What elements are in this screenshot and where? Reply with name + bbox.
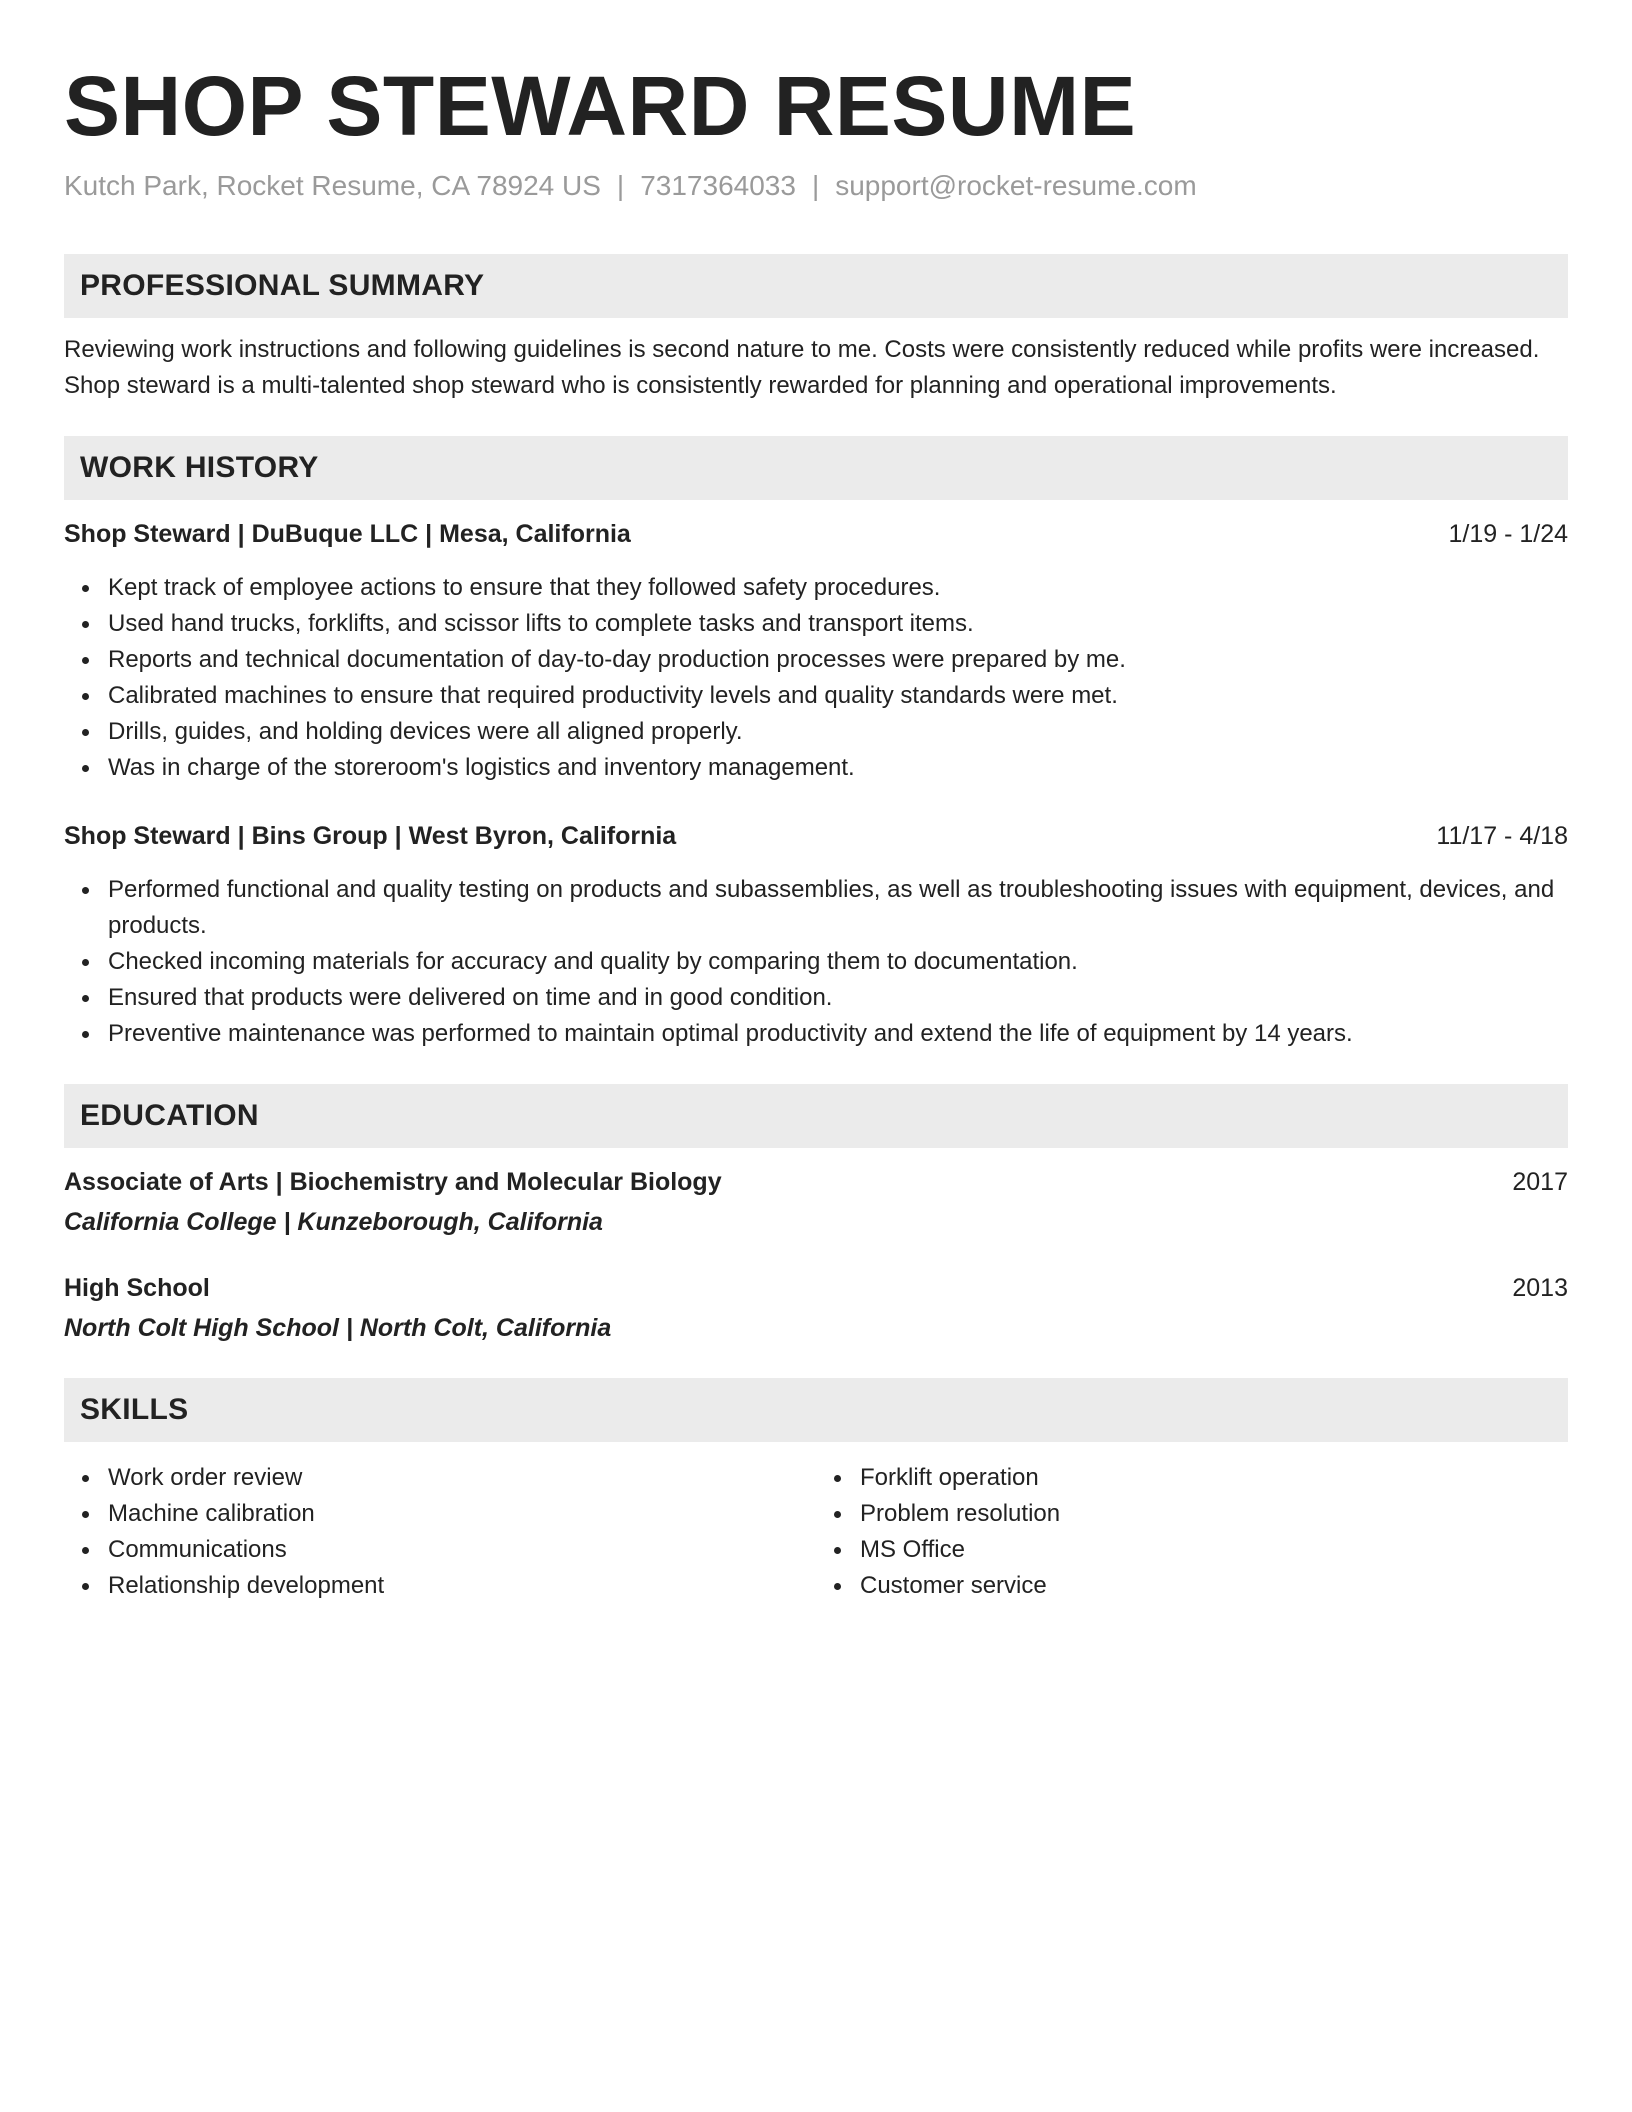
job-bullet: Preventive maintenance was performed to maintain optimal productivity and extend the life of equipment by 14 years.	[108, 1016, 1568, 1052]
section-header-education: EDUCATION	[64, 1084, 1568, 1148]
job-entry	[64, 516, 1568, 786]
section-header-work-history: WORK HISTORY	[64, 436, 1568, 500]
education-school: California College | Kunzeborough, California	[64, 1208, 603, 1236]
skill-item: Forklift operation	[860, 1460, 1568, 1496]
skill-item: Machine calibration	[108, 1496, 816, 1532]
education-header	[64, 1164, 1568, 1200]
skills-column-left	[64, 1460, 816, 1604]
job-title: Shop Steward | Bins Group | West Byron, California	[64, 822, 677, 850]
job-bullets	[64, 872, 1568, 1052]
education-entry	[64, 1164, 1568, 1240]
job-bullet: Drills, guides, and holding devices were all aligned properly.	[108, 714, 1568, 750]
job-header	[64, 516, 1568, 552]
skill-item: Customer service	[860, 1568, 1568, 1604]
education-entry	[64, 1270, 1568, 1346]
skill-item: MS Office	[860, 1532, 1568, 1568]
skill-item: Problem resolution	[860, 1496, 1568, 1532]
job-bullet: Used hand trucks, forklifts, and scissor lifts to complete tasks and transport items.	[108, 606, 1568, 642]
skills-column-right	[816, 1460, 1568, 1604]
job-bullet: Kept track of employee actions to ensure that they followed safety procedures.	[108, 570, 1568, 606]
job-bullet: Reports and technical documentation of day-to-day production processes were prepared by me.	[108, 642, 1568, 678]
job-header	[64, 818, 1568, 854]
skill-item: Relationship development	[108, 1568, 816, 1604]
section-header-summary: PROFESSIONAL SUMMARY	[64, 254, 1568, 318]
education-header	[64, 1270, 1568, 1306]
job-title: Shop Steward | DuBuque LLC | Mesa, California	[64, 520, 631, 548]
contact-address: Kutch Park, Rocket Resume, CA 78924 US	[64, 170, 601, 201]
job-bullets	[64, 570, 1568, 786]
contact-separator: |	[616, 170, 625, 201]
contact-separator: |	[811, 170, 820, 201]
job-bullet: Performed functional and quality testing on products and subassemblies, as well as troubleshooting issues with equipment, devices, and products.	[108, 872, 1568, 944]
job-bullet: Checked incoming materials for accuracy and quality by comparing them to documentation.	[108, 944, 1568, 980]
education-year: 2013	[1512, 1274, 1568, 1302]
education-degree: High School	[64, 1274, 210, 1302]
job-dates: 1/19 - 1/24	[1448, 520, 1568, 548]
skill-item: Communications	[108, 1532, 816, 1568]
education-degree: Associate of Arts | Biochemistry and Molecular Biology	[64, 1168, 722, 1196]
summary-text: Reviewing work instructions and following guidelines is second nature to me. Costs were consistently reduced while profits were increased. Shop steward is a multi-talented shop steward who is consistently rewarded for planning and operational improvements.	[64, 336, 1540, 399]
contact-line	[64, 168, 1568, 204]
contact-email: support@rocket-resume.com	[835, 170, 1197, 201]
job-bullet: Calibrated machines to ensure that required productivity levels and quality standards were met.	[108, 678, 1568, 714]
job-dates: 11/17 - 4/18	[1436, 822, 1568, 850]
contact-phone: 7317364033	[640, 170, 796, 201]
skill-item: Work order review	[108, 1460, 816, 1496]
job-bullet: Ensured that products were delivered on time and in good condition.	[108, 980, 1568, 1016]
job-entry	[64, 818, 1568, 1052]
skills-grid	[64, 1460, 1568, 1604]
education-year: 2017	[1512, 1168, 1568, 1196]
resume-title: SHOP STEWARD RESUME	[64, 59, 1137, 153]
education-school: North Colt High School | North Colt, California	[64, 1314, 612, 1342]
job-bullet: Was in charge of the storeroom's logistics and inventory management.	[108, 750, 1568, 786]
section-header-skills: SKILLS	[64, 1378, 1568, 1442]
